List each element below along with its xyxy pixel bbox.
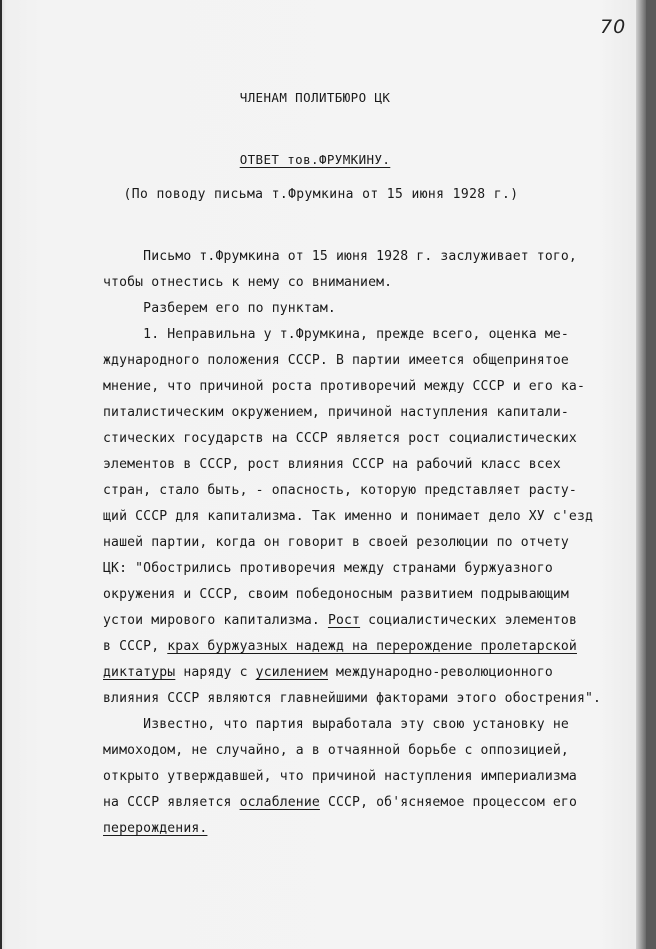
text-line: Известно, что партия выработала эту свою установку не [103, 717, 569, 732]
text-segment: на СССР является [103, 795, 240, 810]
document-title: ЧЛЕНАМ ПОЛИТБЮРО ЦК [239, 90, 391, 105]
page-edge-shadow [636, 0, 646, 949]
underlined-phrase: усилением [255, 665, 328, 680]
text-line: открыто утверждавшей, что причиной наступления империализма [103, 769, 577, 784]
text-segment: устои мирового капитализма. [103, 613, 328, 628]
text-line: Разберем его по пунктам. [103, 301, 336, 316]
text-segment: в СССР, [103, 639, 168, 654]
text-line: нашей партии, когда он говорит в своей резолюции по отчету [103, 535, 569, 550]
text-line: питалистическим окружением, причиной наступления капитали- [103, 405, 569, 420]
text-segment: СССР, об'ясняемое процессом его [319, 795, 577, 810]
text-line: ЦК: "Обострились противоречия между странами буржуазного [103, 561, 553, 576]
subtitle-text: ОТВЕТ тов.ФРУМКИНУ. [239, 152, 391, 167]
text-line: Письмо т.Фрумкина от 15 июня 1928 г. заслуживает того, [103, 249, 577, 264]
text-line: мимоходом, не случайно, а в отчаянной борьбе с оппозицией, [103, 743, 569, 758]
text-line: окружения и СССР, своим победоносным развитием подрывающим [103, 587, 569, 602]
underlined-phrase: крах буржуазных надежд на перерождение пролетарской [167, 639, 577, 654]
text-segment: международно-революционного [327, 665, 553, 680]
underlined-phrase: диктатуры [103, 665, 176, 680]
underlined-phrase: Рост [327, 613, 361, 628]
text-line: стических государств на СССР является рост социалистических [103, 431, 577, 446]
document-body [103, 244, 629, 842]
text-line [103, 634, 629, 660]
text-line [103, 816, 629, 842]
text-segment: социалистических элементов [360, 613, 577, 628]
document-subtitle [0, 152, 638, 167]
text-line [103, 660, 629, 686]
text-line: щий СССР для капитализма. Так именно и понимает дело ХУ с'езд [103, 509, 594, 524]
text-line: чтобы отнестись к нему со вниманием. [103, 275, 393, 290]
text-line: ждународного положения СССР. В партии имеется общепринятое [103, 353, 569, 368]
text-line [103, 790, 629, 816]
text-segment: наряду с [175, 665, 256, 680]
underlined-phrase: перерождения. [103, 821, 208, 836]
page-number: 70 [600, 16, 627, 38]
underlined-phrase: ослабление [239, 795, 320, 810]
text-line: 1. Неправильна у т.Фрумкина, прежде всего, оценка ме- [103, 327, 569, 342]
text-line: элементов в СССР, рост влияния СССР на рабочий класс всех [103, 457, 561, 472]
text-line [103, 608, 629, 634]
text-line: мнение, что причиной роста противоречий между СССР и его ка- [103, 379, 585, 394]
text-line: стран, стало быть, - опасность, которую представляет расту- [103, 483, 577, 498]
text-line: влияния СССР являются главнейшими факторами этого обострения". [103, 691, 602, 706]
document-note: (По поводу письма т.Фрумкина от 15 июня 1928 г.) [123, 187, 519, 202]
